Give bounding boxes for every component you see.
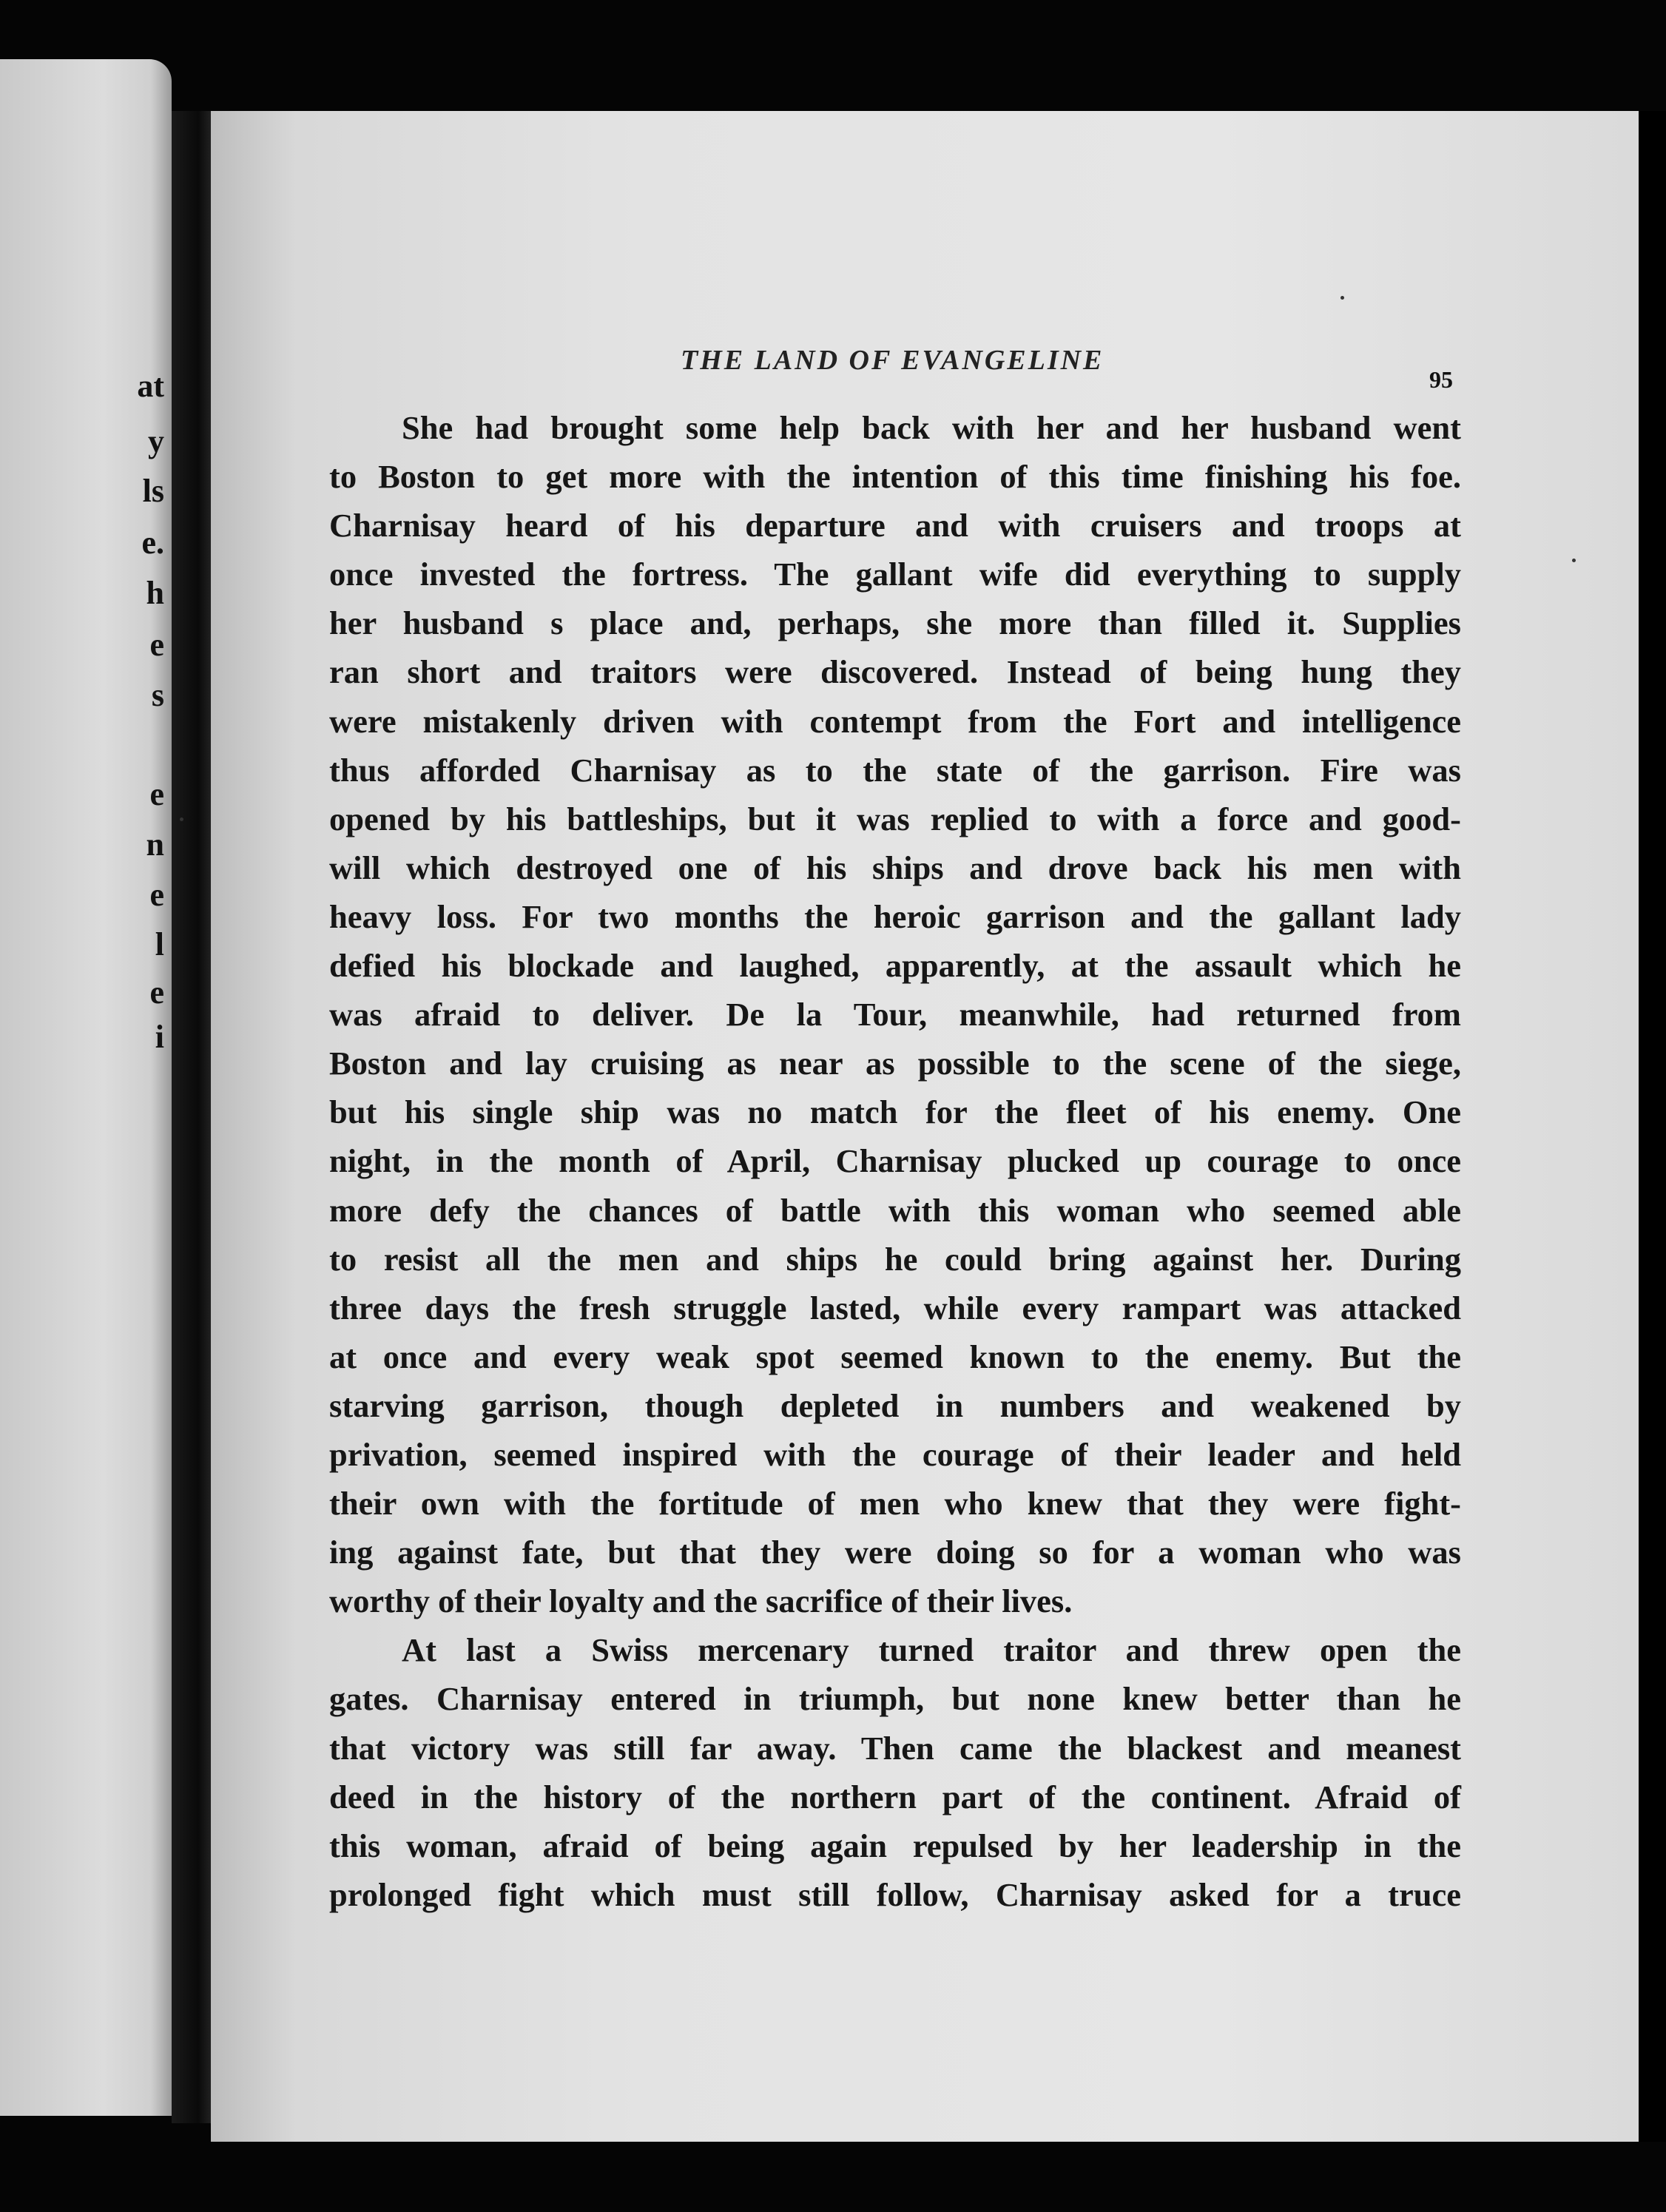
left-page-fragment: e bbox=[149, 974, 164, 1011]
text-line: to resist all the men and ships he could bring against her. During bbox=[329, 1240, 1461, 1278]
text-line: to Boston to get more with the intention of this time finishing his foe. bbox=[329, 458, 1461, 496]
text-line: Charnisay heard of his departure and with cruisers and troops at bbox=[329, 507, 1461, 544]
text-line: heavy loss. For two months the heroic garrison and the gallant lady bbox=[329, 897, 1461, 935]
left-page-fragment: at bbox=[137, 368, 164, 404]
text-line: at once and every weak spot seemed known to the enemy. But the bbox=[329, 1338, 1461, 1375]
left-page-fragment: s bbox=[151, 677, 164, 713]
left-page-fragment: e bbox=[149, 627, 164, 663]
text-line: more defy the chances of battle with this woman who seemed able bbox=[329, 1191, 1461, 1229]
text-line: deed in the history of the northern part of the continent. Afraid of bbox=[329, 1778, 1461, 1815]
page-number: 95 bbox=[1429, 366, 1453, 393]
text-line: starving garrison, though depleted in numbers and weakened by bbox=[329, 1386, 1461, 1424]
left-page-fragment: i bbox=[155, 1019, 164, 1055]
text-line: her husband s place and, perhaps, she more than filled it. Supplies bbox=[329, 604, 1461, 642]
left-page-fragment: h bbox=[146, 575, 164, 611]
text-line: night, in the month of April, Charnisay plucked up courage to once bbox=[329, 1142, 1461, 1180]
text-line: gates. Charnisay entered in triumph, but none knew better than he bbox=[329, 1680, 1461, 1718]
dust-speck bbox=[180, 817, 183, 821]
left-page-fragment: e bbox=[149, 776, 164, 812]
left-page-fragment: n bbox=[146, 826, 164, 863]
dust-speck bbox=[1340, 296, 1344, 300]
text-line: thus afforded Charnisay as to the state of the garrison. Fire was bbox=[329, 751, 1461, 789]
text-line: that victory was still far away. Then came the blackest and meanest bbox=[329, 1729, 1461, 1767]
text-line: this woman, afraid of being again repulsed by her leadership in the bbox=[329, 1827, 1461, 1864]
left-page-fragment: e. bbox=[141, 525, 164, 561]
left-page-fragment: ls bbox=[142, 473, 164, 509]
left-page-fragment: y bbox=[148, 423, 164, 459]
text-line: were mistakenly driven with contempt from the Fort and intelligence bbox=[329, 702, 1461, 740]
text-line: She had brought some help back with her and her husband went bbox=[402, 409, 1461, 446]
text-line: but his single ship was no match for the fleet of his enemy. One bbox=[329, 1093, 1461, 1131]
text-line: worthy of their loyalty and the sacrifice of their lives. bbox=[329, 1582, 1073, 1620]
left-page-fragment: e bbox=[149, 877, 164, 913]
text-line: once invested the fortress. The gallant wife did everything to supply bbox=[329, 556, 1461, 593]
body-text bbox=[329, 403, 1461, 1919]
text-line: was afraid to deliver. De la Tour, meanwhile, had returned from bbox=[329, 996, 1461, 1033]
text-line: opened by his battleships, but it was replied to with a force and good- bbox=[329, 800, 1461, 837]
dust-speck bbox=[1572, 559, 1576, 562]
text-line: three days the fresh struggle lasted, while every rampart was attacked bbox=[329, 1289, 1461, 1326]
book-gutter bbox=[172, 111, 216, 2123]
text-line: privation, seemed inspired with the courage of their leader and held bbox=[329, 1435, 1461, 1473]
text-line: their own with the fortitude of men who knew that they were fight- bbox=[329, 1485, 1461, 1523]
text-line: will which destroyed one of his ships and drove back his men with bbox=[329, 849, 1461, 886]
text-line: ing against fate, but that they were doing so for a woman who was bbox=[329, 1534, 1461, 1571]
running-head: THE LAND OF EVANGELINE bbox=[681, 345, 1105, 376]
text-line: ran short and traitors were discovered. Instead of being hung they bbox=[329, 653, 1461, 691]
left-page-fragment: l bbox=[155, 926, 164, 962]
text-line: prolonged fight which must still follow, Charnisay asked for a truce bbox=[329, 1875, 1461, 1913]
text-line: At last a Swiss mercenary turned traitor and threw open the bbox=[402, 1631, 1461, 1669]
text-line: defied his blockade and laughed, apparently, at the assault which he bbox=[329, 947, 1461, 985]
text-line: Boston and lay cruising as near as possible to the scene of the siege, bbox=[329, 1045, 1461, 1082]
left-facing-page bbox=[0, 59, 172, 2116]
page-edge-shadow bbox=[1639, 111, 1666, 2142]
